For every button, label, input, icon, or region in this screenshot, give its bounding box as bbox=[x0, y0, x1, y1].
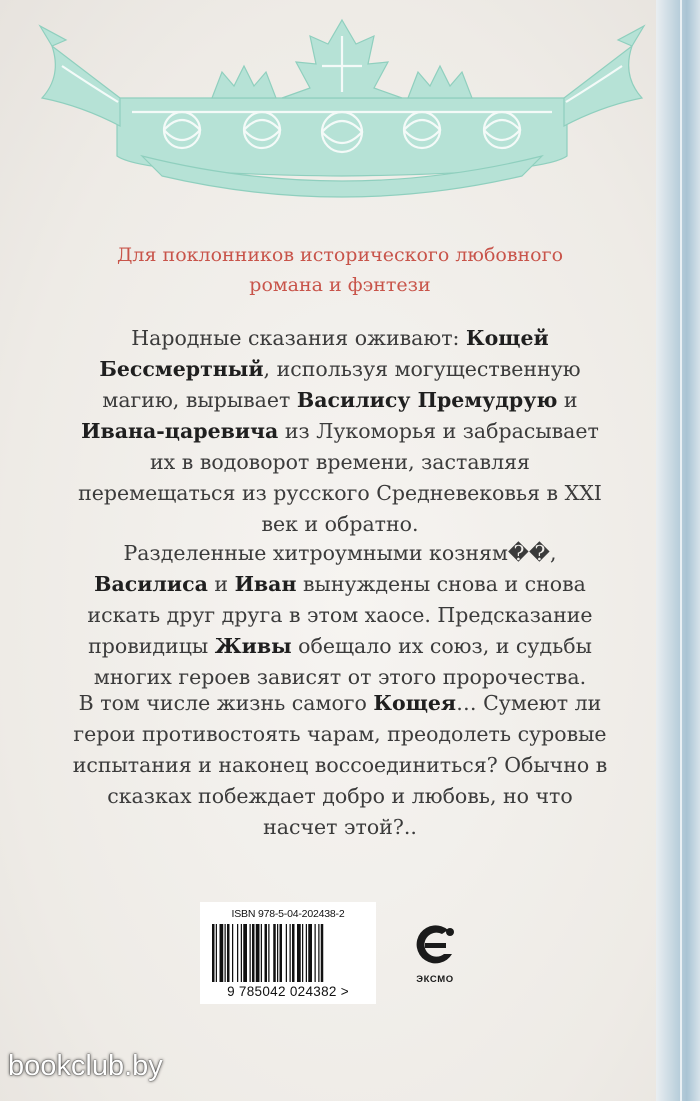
cover-edge-highlight bbox=[680, 0, 682, 1101]
text-segment: из Лукоморья и забрасывает их в водоворот времени, заставляя перемещаться из русского Средневековья в XXI век и обратно. bbox=[78, 419, 602, 536]
barcode-bar bbox=[237, 924, 238, 982]
isbn-barcode bbox=[200, 902, 376, 1004]
barcode-bar bbox=[315, 924, 316, 982]
barcode-bar bbox=[290, 924, 291, 982]
text-segment: В том числе жизнь самого bbox=[78, 691, 374, 715]
barcode-bars bbox=[210, 924, 360, 982]
barcode-bar bbox=[306, 924, 307, 982]
bold-name-ivan: Ивана-царевича bbox=[81, 419, 279, 443]
barcode-bar bbox=[241, 924, 242, 982]
barcode-bar bbox=[225, 924, 226, 982]
bold-name-zhiva: Живы bbox=[214, 634, 292, 658]
barcode-bar bbox=[273, 924, 276, 982]
tagline-line-1: Для поклонников исторического любовного bbox=[116, 244, 564, 266]
bold-name-ivan: Иван bbox=[234, 572, 297, 596]
barcode-bar bbox=[321, 924, 324, 982]
publisher-name: ЭКСМО bbox=[416, 974, 454, 985]
eksmo-logo-icon bbox=[408, 918, 462, 972]
text-segment: и bbox=[207, 572, 235, 596]
barcode-bar bbox=[256, 924, 260, 982]
barcode-bar bbox=[308, 924, 312, 982]
barcode-bar bbox=[227, 924, 230, 982]
barcode-bar bbox=[297, 924, 301, 982]
bold-name-vasilisa: Василису Премудрую bbox=[296, 388, 558, 412]
annotation-paragraph-1 bbox=[70, 323, 610, 540]
barcode-bar bbox=[243, 924, 247, 982]
watermark-bookclub: bookclub.by bbox=[8, 1050, 163, 1082]
barcode-bar bbox=[212, 924, 215, 982]
barcode-bar bbox=[302, 924, 303, 982]
barcode-bar bbox=[220, 924, 224, 982]
barcode-bar bbox=[261, 924, 262, 982]
isbn-label: ISBN 978-5-04-202438-2 bbox=[231, 908, 345, 920]
bold-name-koschei: Кощея bbox=[373, 691, 457, 715]
tagline bbox=[40, 240, 640, 300]
text-segment: … Сумеют ли герои противостоять чарам, преодолеть суровые испытания и наконец воссоединиться? Обычно в сказках побеждает добро и любовь, но что насчет этой?.. bbox=[72, 691, 608, 839]
annotation-paragraph-3 bbox=[70, 688, 610, 843]
bold-name-koschei: Кощей Бессмертный bbox=[99, 326, 549, 381]
cover-edge-strip bbox=[656, 0, 700, 1101]
text-segment: вынуждены снова и снова искать друг друга в этом хаосе. Предсказание провидицы bbox=[87, 572, 593, 658]
barcode-bar bbox=[265, 924, 268, 982]
barcode-bar bbox=[280, 924, 283, 982]
ornamental-header-icon bbox=[22, 6, 662, 218]
barcode-bar bbox=[250, 924, 251, 982]
barcode-bar bbox=[232, 924, 233, 982]
barcode-bar bbox=[292, 924, 295, 982]
text-segment: и bbox=[557, 388, 578, 412]
text-segment: Разделенные хитроумными козням��, bbox=[123, 541, 557, 565]
barcode-bar bbox=[252, 924, 255, 982]
bold-name-vasilisa: Василиса bbox=[94, 572, 208, 596]
barcode-bar bbox=[268, 924, 269, 982]
barcode-bar bbox=[277, 924, 278, 982]
annotation-paragraph-2 bbox=[70, 538, 610, 693]
barcode-bar bbox=[216, 924, 217, 982]
text-segment: обещало их союз, и судьбы многих героев зависят от этого пророчества. bbox=[93, 634, 592, 689]
text-segment: Народные сказания оживают: bbox=[131, 326, 466, 350]
tagline-line-2: романа и фэнтези bbox=[249, 274, 431, 296]
barcode-bar bbox=[318, 924, 319, 982]
text-segment: , используя могущественную магию, вырывает bbox=[102, 357, 581, 412]
barcode-bar bbox=[286, 924, 287, 982]
barcode-digits: 9 785042 024382 > bbox=[227, 984, 349, 999]
